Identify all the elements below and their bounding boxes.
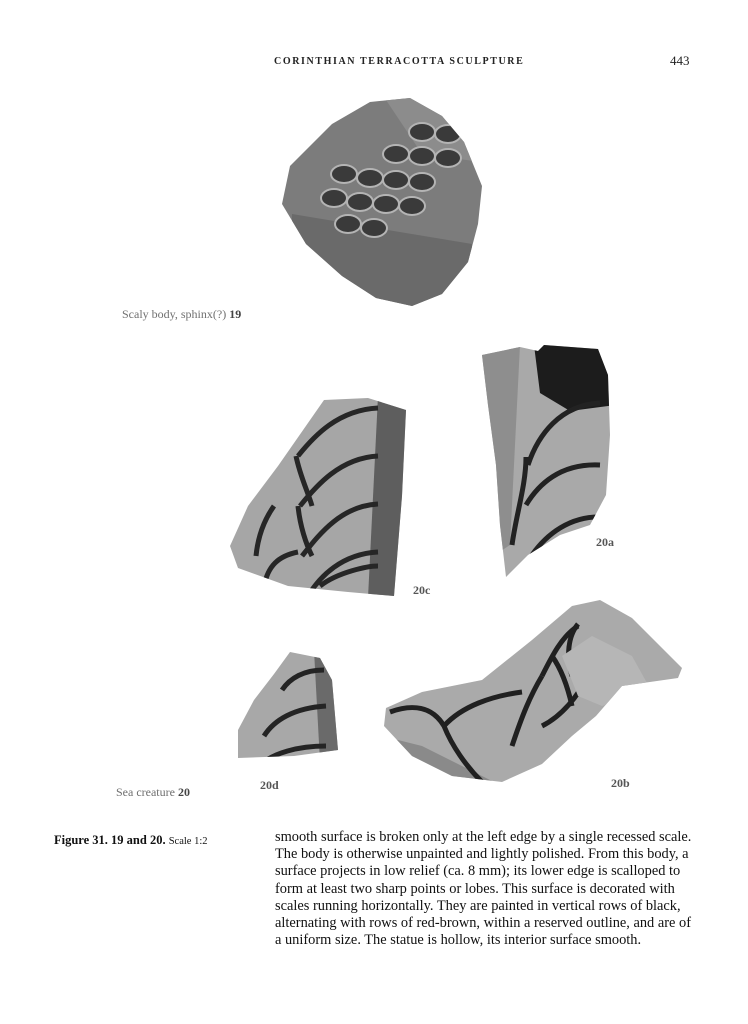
body-line: surface projects in low relief (ca. 8 mm); its lower edge is scalloped to	[275, 863, 681, 880]
photo-fragment-20b	[382, 596, 684, 788]
page-number: 443	[670, 53, 690, 68]
body-text	[275, 829, 695, 949]
label-20c: 20c	[413, 583, 431, 597]
label-20d: 20d	[260, 778, 279, 792]
figure-caption	[54, 833, 208, 848]
photo-sphinx-fragment-19	[272, 94, 496, 312]
label-20a: 20a	[596, 535, 614, 549]
catalog-number-19: 19	[229, 307, 242, 321]
figure-number: Figure 31. 19 and 20.	[54, 833, 166, 847]
body-line: The body is otherwise unpainted and lightly polished. From this body, a	[275, 846, 689, 863]
body-line: smooth surface is broken only at the left edge by a single recessed scale.	[275, 829, 692, 845]
caption-sea-creature: Sea creature 20	[116, 785, 190, 799]
body-line: a uniform size. The statue is hollow, its interior surface smooth.	[275, 932, 642, 949]
photo-fragment-20d	[234, 650, 340, 762]
catalog-number-20: 20	[177, 785, 190, 799]
body-line: form at least two sharp points or lobes. This surface is decorated with	[275, 880, 675, 897]
photo-fragment-20c	[228, 396, 412, 598]
running-head: CORINTHIAN TERRACOTTA SCULPTURE	[274, 56, 525, 67]
caption-sphinx: Scaly body, sphinx(?) 19	[122, 307, 242, 321]
body-line: alternating with rows of red-brown, within a reserved outline, and are of	[275, 915, 691, 932]
body-line: scales running horizontally. They are painted in vertical rows of black,	[275, 897, 681, 914]
figure-scale: Scale 1:2	[168, 836, 208, 847]
label-20b: 20b	[611, 776, 630, 790]
